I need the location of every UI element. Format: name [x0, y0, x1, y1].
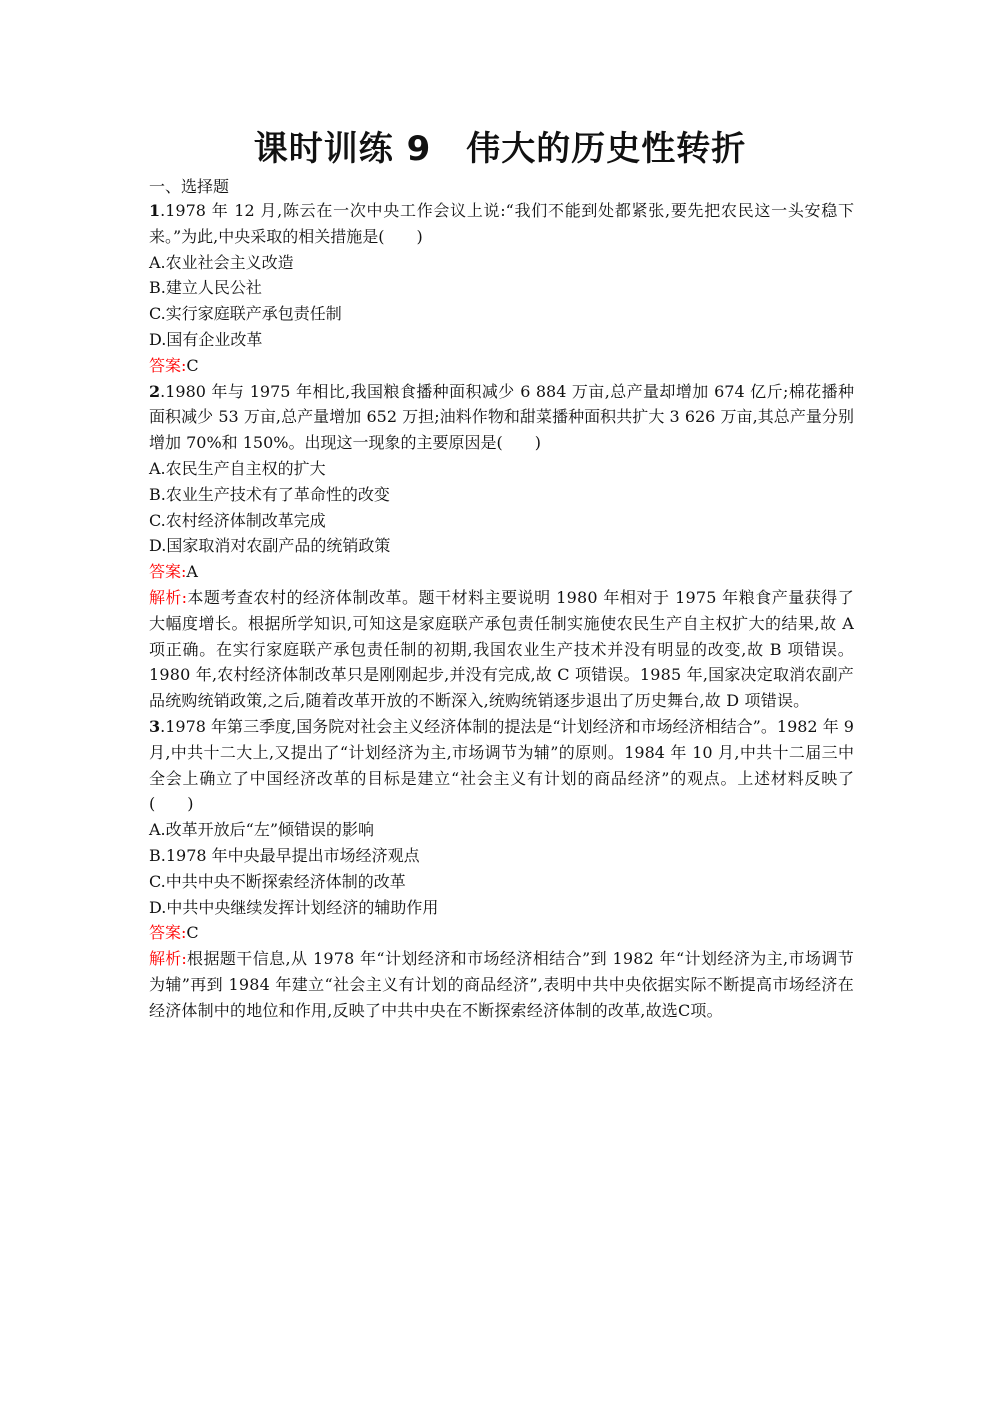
question-text: .1978 年第三季度,国务院对社会主义经济体制的提法是“计划经济和市场经济相结合”。1982 年 9 月,中共十二大上,又提出了“计划经济为主,市场调节为辅”的原则。1984 年 10 月,中共十二届三中全会上确立了中国经济改革的目标是建立“社会主义有计划的商品经济”的观点。上述材料反映了( ) [149, 716, 854, 814]
answer-line [149, 353, 854, 379]
option-d: D.中共中央继续发挥计划经济的辅助作用 [149, 897, 439, 917]
analysis-text: 本题考查农村的经济体制改革。题干材料主要说明 1980 年相对于 1975 年粮食产量获得了大幅度增长。根据所学知识,可知这是家庭联产承包责任制实施使农民生产自主权扩大的结果,故 A 项正确。在实行家庭联产承包责任制的初期,我国农业生产技术并没有明显的改变,故 B 项错误。1980 年,农村经济体制改革只是刚刚起步,并没有完成,故 C 项错误。1985 年,国家决定取消农副产品统购统销政策,之后,随着改革开放的不断深入,统购统销逐步退出了历史舞台,故 D 项错误。 [149, 587, 854, 711]
option-c: C.实行家庭联产承包责任制 [149, 304, 342, 324]
option-c: C.农村经济体制改革完成 [149, 510, 326, 530]
question-3 [149, 714, 854, 1024]
answer-label: 答案: [149, 923, 187, 943]
analysis-label: 解析: [149, 949, 187, 969]
question-stem [149, 714, 854, 817]
page-title: 课时训练 9 伟大的历史性转折 [253, 129, 747, 169]
option-b: B.建立人民公社 [149, 278, 262, 298]
answer-label: 答案: [149, 562, 187, 582]
answer-line [149, 920, 854, 946]
analysis-paragraph [149, 585, 854, 714]
question-text: .1978 年 12 月,陈云在一次中央工作会议上说:“我们不能到处都紧张,要先把农民这一头安稳下来。”为此,中央采取的相关措施是( ) [149, 201, 854, 246]
analysis-label: 解析: [149, 587, 188, 607]
section-heading: 一、选择题 [149, 177, 230, 196]
option-c: C.中共中央不断探索经济体制的改革 [149, 871, 406, 891]
answer-label: 答案: [149, 355, 187, 375]
question-number: 3 [149, 716, 161, 736]
option-a: A.农业社会主义改造 [149, 252, 294, 272]
question-number: 1 [149, 201, 161, 220]
option-a: A.改革开放后“左”倾错误的影响 [149, 820, 375, 840]
answer-value: C [186, 923, 199, 943]
document-body [149, 176, 854, 1024]
option-d: D.国家取消对农副产品的统销政策 [149, 536, 391, 556]
answer-value: C [186, 355, 199, 375]
answer-value: A [186, 562, 198, 582]
option-d: D.国有企业改革 [149, 329, 263, 349]
answer-line [149, 559, 854, 585]
analysis-text: 根据题干信息,从 1978 年“计划经济和市场经济相结合”到 1982 年“计划经济为主,市场调节为辅”再到 1984 年建立“社会主义有计划的商品经济”,表明中共中央依据实际不断提高市场经济在经济体制中的地位和作用,反映了中共中央在不断探索经济体制的改革,故选C项。 [149, 949, 854, 1020]
option-a: A.农民生产自主权的扩大 [149, 458, 326, 478]
question-text: .1980 年与 1975 年相比,我国粮食播种面积减少 6 884 万亩,总产量却增加 674 亿斤;棉花播种面积减少 53 万亩,总产量增加 652 万担;油料作物和甜菜播种面积共扩大 3 626 万亩,其总产量分别增加 70%和 150%。出现这一现象的主要原因是( ) [149, 381, 854, 453]
analysis-paragraph [149, 946, 854, 1023]
question-stem [149, 198, 854, 250]
question-number: 2 [149, 381, 161, 401]
option-b: B.农业生产技术有了革命性的改变 [149, 484, 390, 504]
question-stem [149, 379, 854, 456]
question-2 [149, 379, 854, 714]
option-b: B.1978 年中央最早提出市场经济观点 [149, 845, 420, 865]
question-1 [149, 198, 854, 379]
